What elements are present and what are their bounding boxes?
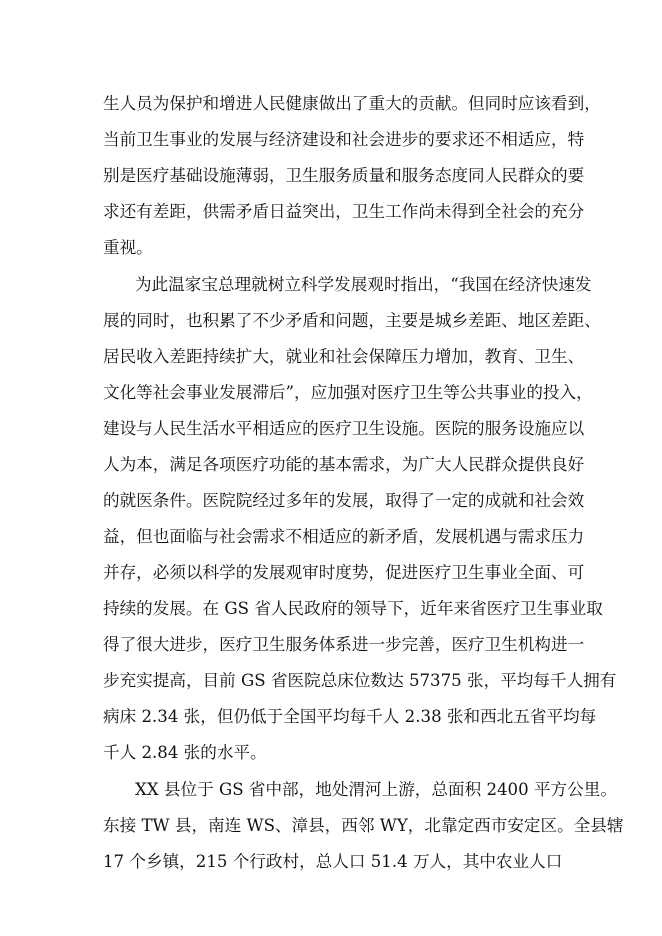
text-line: 展的同时，也积累了不少矛盾和问题，主要是城乡差距、地区差距、 [103, 311, 601, 330]
text-line: 人为本，满足各项医疗功能的基本需求，为广大人民群众提供良好 [103, 455, 585, 474]
text-line: 步充实提高，目前 GS 省医院总床位数达 57375 张，平均每千人拥有 [103, 671, 617, 690]
text-line: 益，但也面临与社会需求不相适应的新矛盾，发展机遇与需求压力 [103, 527, 585, 546]
text-line: 17 个乡镇，215 个行政村，总人口 51.4 万人，其中农业人口 [103, 852, 563, 871]
text-line: 的就医条件。医院院经过多年的发展，取得了一定的成就和社会效 [103, 491, 585, 510]
text-line: 居民收入差距持续扩大，就业和社会保障压力增加，教育、卫生、 [103, 347, 585, 366]
text-line: 得了很大进步，医疗卫生服务体系进一步完善，医疗卫生机构进一 [103, 635, 585, 654]
text-line: 持续的发展。在 GS 省人民政府的领导下，近年来省医疗卫生事业取 [103, 599, 603, 618]
text-line: 别是医疗基础设施薄弱，卫生服务质量和服务态度同人民群众的要 [103, 166, 585, 185]
text-line: XX 县位于 GS 省中部，地处渭河上游，总面积 2400 平方公里。 [135, 780, 617, 799]
text-line: 当前卫生事业的发展与经济建设和社会进步的要求还不相适应，特 [103, 130, 585, 149]
text-line: 求还有差距，供需矛盾日益突出，卫生工作尚未得到全社会的充分 [103, 202, 585, 221]
text-line: 并存，必须以科学的发展观审时度势，促进医疗卫生事业全面、可 [103, 563, 585, 582]
text-line: 为此温家宝总理就树立科学发展观时指出，“我国在经济快速发 [135, 275, 592, 294]
text-line: 建设与人民生活水平相适应的医疗卫生设施。医院的服务设施应以 [103, 419, 585, 438]
text-line: 生人员为保护和增进人民健康做出了重大的贡献。但同时应该看到， [103, 94, 601, 113]
text-line: 重视。 [103, 238, 153, 257]
text-line: 文化等社会事业发展滞后”，应加强对医疗卫生等公共事业的投入， [103, 383, 593, 402]
text-line: 病床 2.34 张，但仍低于全国平均每千人 2.38 张和西北五省平均每 [103, 707, 597, 726]
text-line: 东接 TW 县，南连 WS、漳县，西邻 WY，北靠定西市安定区。全县辖 [103, 816, 624, 835]
text-line: 千人 2.84 张的水平。 [103, 743, 267, 762]
